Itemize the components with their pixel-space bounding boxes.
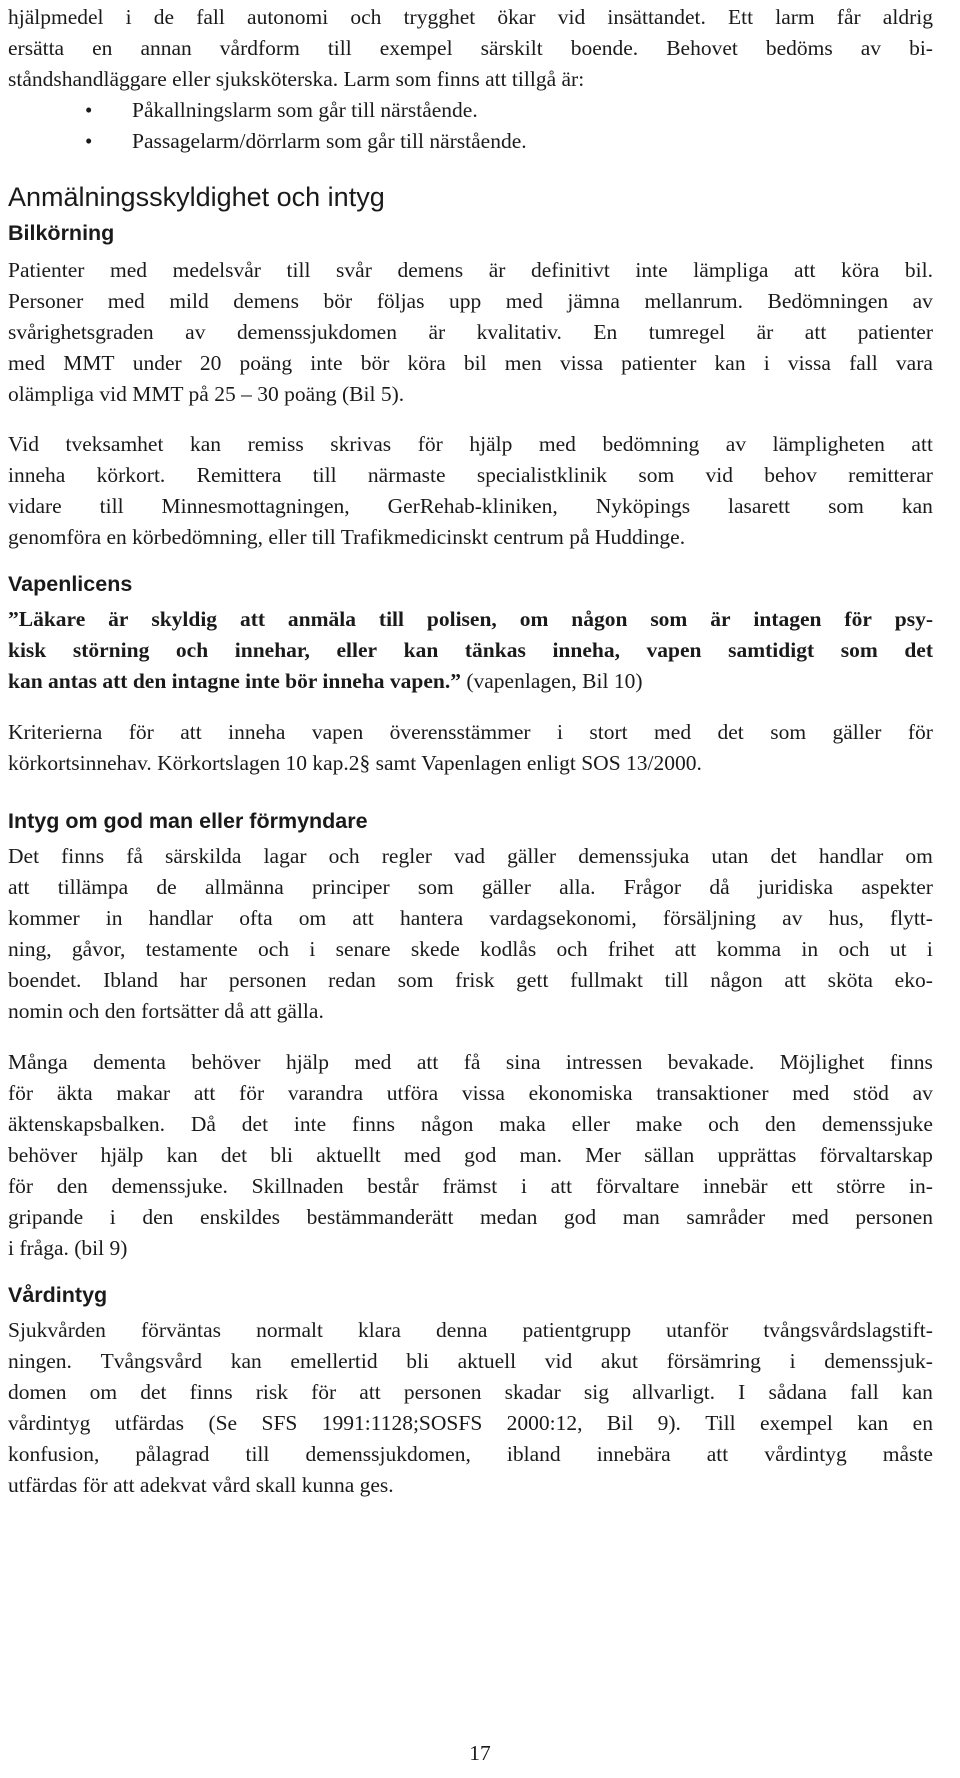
bullet-item-2: Passagelarm/dörrlarm som går till närstående.: [132, 129, 527, 153]
bilkorning-p2-line: vidare till Minnesmottagningen, GerRehab-kliniken, Nyköpings lasarett som kan: [8, 494, 933, 518]
bilkorning-p1-line: Personer med mild demens bör följas upp med jämna mellanrum. Bedömningen av: [8, 289, 933, 313]
vardintyg-p-line: Sjukvården förväntas normalt klara denna patientgrupp utanför tvångsvårdslagstift-: [8, 1318, 933, 1342]
formyndare-p2-line: i fråga. (bil 9): [8, 1236, 128, 1260]
vardintyg-p-line: konfusion, pålagrad till demenssjukdomen, ibland innebära att vårdintyg måste: [8, 1442, 933, 1466]
heading-formyndare: Intyg om god man eller förmyndare: [8, 809, 368, 833]
section-title: Anmälningsskyldighet och intyg: [8, 182, 385, 212]
vapenlicens-quote-last: [8, 666, 643, 696]
bilkorning-p2-line: genomföra en körbedömning, eller till Trafikmedicinskt centrum på Huddinge.: [8, 525, 686, 549]
vardintyg-p-line: domen om det finns risk för att personen skadar sig allvarligt. I sådana fall kan: [8, 1380, 933, 1404]
bilkorning-p1-line: med MMT under 20 poäng inte bör köra bil men vissa patienter kan i vissa fall vara: [8, 351, 933, 375]
formyndare-p2-line: äktenskapsbalken. Då det inte finns någon maka eller make och den demenssjuke: [8, 1112, 933, 1136]
intro-line-3: ståndshandläggare eller sjuksköterska. Larm som finns att tillgå är:: [8, 67, 585, 91]
bullet-item-1: Påkallningslarm som går till närstående.: [132, 98, 478, 122]
page-number: 17: [469, 1741, 491, 1765]
intro-line-1: hjälpmedel i de fall autonomi och trygghet ökar vid insättandet. Ett larm får aldrig: [8, 5, 933, 29]
vapenlicens-p-line: Kriterierna för att inneha vapen överensstämmer i stort med det som gäller för: [8, 720, 933, 744]
bullet-icon: •: [85, 98, 93, 122]
heading-vardintyg: Vårdintyg: [8, 1283, 108, 1307]
bilkorning-p1-line: olämpliga vid MMT på 25 – 30 poäng (Bil 5).: [8, 382, 405, 406]
vardintyg-p-line: utfärdas för att adekvat vård skall kunna ges.: [8, 1473, 394, 1497]
bilkorning-p1-line: Patienter med medelsvår till svår demens är definitivt inte lämpliga att köra bil.: [8, 258, 933, 282]
bilkorning-p2-line: inneha körkort. Remittera till närmaste specialistklinik som vid behov remitterar: [8, 463, 933, 487]
heading-bilkorning: Bilkörning: [8, 221, 115, 245]
vardintyg-p-line: ningen. Tvångsvård kan emellertid bli aktuell vid akut försämring i demenssjuk-: [8, 1349, 933, 1373]
formyndare-p2-line: gripande i den enskildes bestämmanderätt medan god man samråder med personen: [8, 1205, 933, 1229]
formyndare-p2-line: Många dementa behöver hjälp med att få sina intressen bevakade. Möjlighet finns: [8, 1050, 933, 1074]
formyndare-p1-line: att tillämpa de allmänna principer som gäller alla. Frågor då juridiska aspekter: [8, 875, 933, 899]
vapenlicens-quote-line: kan antas att den intagne inte bör inneha vapen.”: [8, 669, 461, 693]
formyndare-p2-line: för den demenssjuke. Skillnaden består främst i att förvaltare innebär ett större in-: [8, 1174, 933, 1198]
vapenlicens-p-line: körkortsinnehav. Körkortslagen 10 kap.2§ samt Vapenlagen enligt SOS 13/2000.: [8, 751, 702, 775]
bullet-icon: •: [85, 129, 93, 153]
bilkorning-p1-line: svårighetsgraden av demenssjukdomen är kvalitativ. En tumregel är att patienter: [8, 320, 933, 344]
vapenlicens-quote-reference: (vapenlagen, Bil 10): [460, 669, 643, 693]
heading-vapenlicens: Vapenlicens: [8, 572, 133, 596]
vapenlicens-quote-line: ”Läkare är skyldig att anmäla till polisen, om någon som är intagen för psy-: [8, 607, 933, 631]
formyndare-p1-line: boendet. Ibland har personen redan som frisk gett fullmakt till någon att sköta eko-: [8, 968, 933, 992]
bilkorning-p2-line: Vid tveksamhet kan remiss skrivas för hjälp med bedömning av lämpligheten att: [8, 432, 933, 456]
formyndare-p1-line: ning, gåvor, testamente och i senare skede kodlås och frihet att komma in och ut i: [8, 937, 933, 961]
intro-line-2: ersätta en annan vårdform till exempel särskilt boende. Behovet bedöms av bi-: [8, 36, 933, 60]
formyndare-p1-line: Det finns få särskilda lagar och regler vad gäller demenssjuka utan det handlar om: [8, 844, 933, 868]
vardintyg-p-line: vårdintyg utfärdas (Se SFS 1991:1128;SOSFS 2000:12, Bil 9). Till exempel kan en: [8, 1411, 933, 1435]
formyndare-p1-line: kommer in handlar ofta om att hantera vardagsekonomi, försäljning av hus, flytt-: [8, 906, 933, 930]
formyndare-p2-line: behöver hjälp kan det bli aktuellt med god man. Mer sällan upprättas förvaltarskap: [8, 1143, 933, 1167]
formyndare-p1-line: nomin och den fortsätter då att gälla.: [8, 999, 324, 1023]
formyndare-p2-line: för äkta makar att för varandra utföra vissa ekonomiska transaktioner med stöd av: [8, 1081, 933, 1105]
vapenlicens-quote-line: kisk störning och innehar, eller kan tänkas inneha, vapen samtidigt som det: [8, 638, 933, 662]
